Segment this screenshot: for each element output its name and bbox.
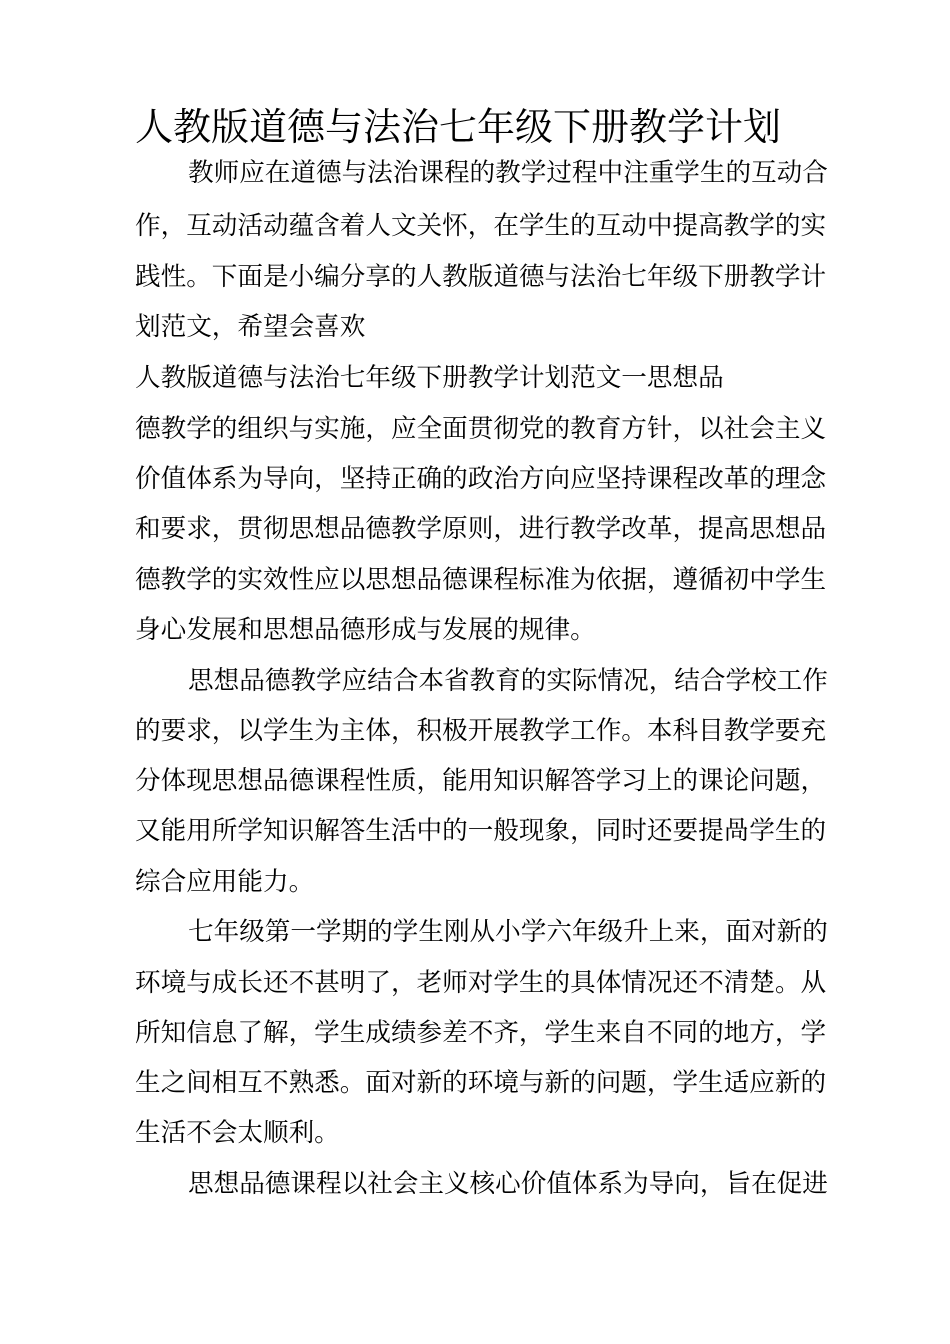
paragraph-line: 所知信息了解，学生成绩参差不齐，学生来自不同的地方，学 [135,1018,827,1048]
paragraph-line: 又能用所学知识解答生活中的一般现象，同时还要提咼学生的 [135,816,827,846]
section-heading-line: 人教版道德与法治七年级下册教学计划范文一思想品 [135,363,724,393]
paragraph-line: 七年级第一学期的学生刚从小学六年级升上来，面对新的 [188,917,828,947]
paragraph-line: 环境与成长还不甚明了，老师对学生的具体情况还不清楚。从 [135,968,827,998]
paragraph-line: 生之间相互不熟悉。面对新的环境与新的问题，学生适应新的 [135,1068,827,1098]
paragraph-line: 和要求，贯彻思想品德教学原则，进行教学改革，提高思想品 [135,514,827,544]
paragraph-line: 划范文，希望会喜欢 [135,312,366,342]
paragraph-line: 作，互动活动蕴含着人文关怀，在学生的互动中提高教学的实 [135,211,827,241]
paragraph-line: 综合应用能力。 [135,867,315,897]
paragraph-line: 价值体系为导向，坚持正确的政治方向应坚持课程改革的理念 [135,464,827,494]
paragraph-line: 思想品德教学应结合本省教育的实际情况，结合学校工作 [188,666,828,696]
document-title: 人教版道德与法治七年级下册教学计划 [135,105,782,149]
paragraph-line: 思想品德课程以社会主义核心价值体系为导向，旨在促进 [188,1169,828,1199]
paragraph-line: 生活不会太顺利。 [135,1118,340,1148]
paragraph-line: 德教学的实效性应以思想品德课程标准为依据，遵循初中学生 [135,565,827,595]
paragraph-line: 的要求，以学生为主体，积极开展教学工作。本科目教学要充 [135,716,827,746]
paragraph-line: 身心发展和思想品德形成与发展的规律。 [135,615,596,645]
paragraph-line: 分体现思想品德课程性质，能用知识解答学习上的课论问题， [135,766,827,796]
paragraph-line: 践性。下面是小编分享的人教版道德与法治七年级下册教学计 [135,262,827,292]
paragraph-line: 德教学的组织与实施，应全面贯彻党的教育方针，以社会主义 [135,414,827,444]
paragraph-line: 教师应在道德与法治课程的教学过程中注重学生的互动合 [188,158,828,188]
